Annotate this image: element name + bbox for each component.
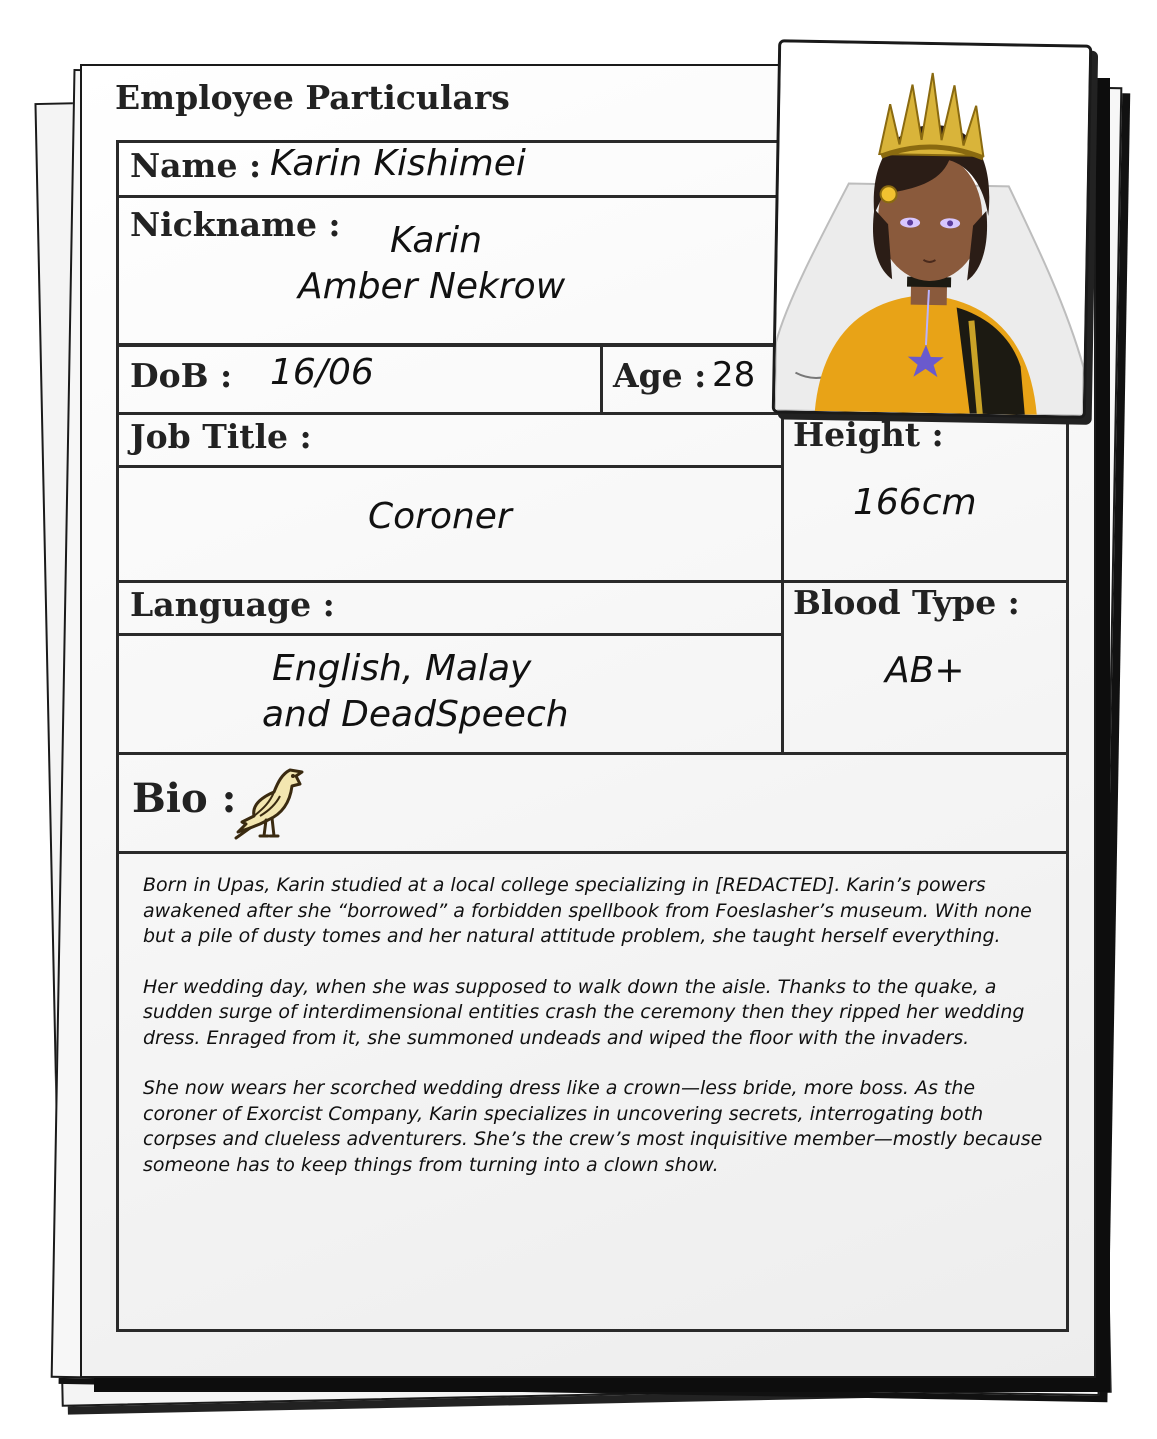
language-label: Language : [130, 585, 335, 624]
bio-text [143, 873, 1048, 1203]
language-value-line1: English, Malay [272, 648, 532, 689]
name-label: Name : [130, 146, 262, 185]
bio-paragraph-1: Born in Upas, Karin studied at a local college specializing in [REDACTED]. Karin’s powers awakened after she “borrowed” a forbidden spellbook from Foeslasher’s museum. With none but a pile of dusty tomes and her natural attitude problem, she taught herself everything. [143, 874, 1032, 947]
nickname-value-line1: Karin [390, 220, 483, 261]
bio-label: Bio : [132, 775, 237, 822]
photo-card [772, 39, 1092, 418]
age-label: Age : [613, 356, 707, 395]
language-value-line2: and DeadSpeech [262, 694, 569, 735]
blood-type-label: Blood Type : [793, 583, 1020, 622]
job-title-label: Job Title : [130, 417, 312, 456]
job-title-value: Coroner [368, 496, 512, 537]
dob-label: DoB : [130, 356, 233, 395]
height-label: Height : [793, 415, 944, 454]
bio-paragraph-3: She now wears her scorched wedding dress like a crown—less bride, more boss. As the coroner of Exorcist Company, Karin specializes in uncovering secrets, interrogating both corpses and clueless adventurers. She’s the crew’s most inquisitive member—mostly because someone has to keep things from turning into a clown show. [143, 1077, 1043, 1176]
document-title: Employee Particulars [115, 78, 510, 117]
height-value: 166cm [853, 482, 977, 523]
bio-paragraph-2: Her wedding day, when she was supposed to walk down the aisle. Thanks to the quake, a sudden surge of interdimensional entities crash the ceremony then they ripped her wedding dress. Enraged from it, she summoned undeads and wiped the floor with the invaders. [143, 975, 1025, 1049]
nickname-value-line2: Amber Nekrow [298, 266, 566, 307]
portrait-image [775, 42, 1089, 415]
nickname-label: Nickname : [130, 205, 341, 244]
age-value: 28 [712, 355, 756, 395]
name-value: Karin Kishimei [270, 143, 526, 184]
crow-icon [230, 762, 310, 844]
dob-value: 16/06 [270, 352, 374, 393]
blood-type-value: AB+ [885, 650, 965, 691]
